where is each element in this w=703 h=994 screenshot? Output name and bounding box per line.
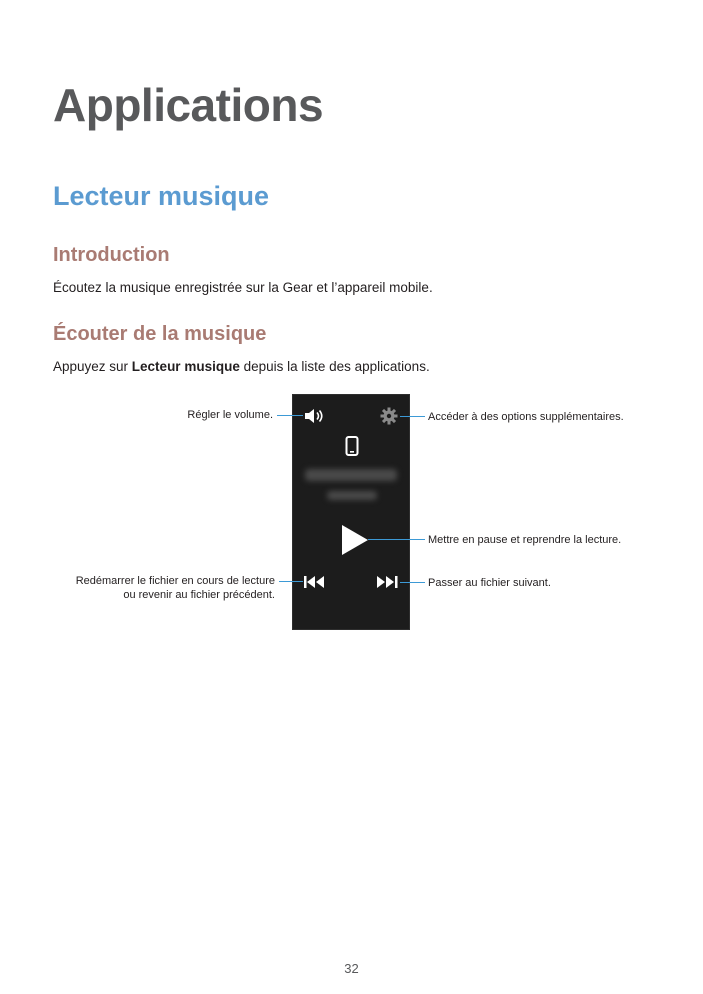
previous-track-icon[interactable] [303, 575, 327, 589]
callout-previous-line1: Redémarrer le fichier en cours de lecture [75, 575, 275, 587]
track-title-blurred [305, 469, 397, 481]
leader-previous [279, 581, 303, 582]
callout-options: Accéder à des options supplémentaires. [428, 411, 624, 423]
page-number: 32 [344, 961, 359, 976]
listen-text-before: Appuyez sur [53, 359, 132, 374]
track-artist-blurred [327, 491, 377, 500]
play-icon[interactable] [341, 524, 369, 556]
listen-app-name: Lecteur musique [131, 359, 240, 374]
section-title: Lecteur musique [53, 181, 270, 211]
leader-play-pause [368, 539, 425, 540]
gear-screen [292, 394, 410, 630]
chapter-title: Applications [53, 79, 324, 131]
next-track-icon[interactable] [375, 575, 399, 589]
leader-volume [277, 415, 303, 416]
introduction-text: Écoutez la musique enregistrée sur la Gear et l’appareil mobile. [53, 280, 433, 295]
leader-next [400, 582, 425, 583]
listen-text-after: depuis la liste des applications. [239, 359, 430, 374]
callout-previous [76, 574, 275, 602]
callout-next: Passer au fichier suivant. [428, 577, 551, 589]
volume-icon[interactable] [303, 407, 325, 425]
introduction-heading: Introduction [53, 244, 170, 266]
callout-play-pause: Mettre en pause et reprendre la lecture. [428, 534, 622, 546]
callout-previous-line2: ou revenir au fichier précédent. [123, 589, 275, 601]
listen-instruction [53, 359, 430, 374]
leader-options [400, 416, 425, 417]
callout-volume: Régler le volume. [187, 409, 273, 421]
phone-icon [345, 436, 359, 456]
listen-heading: Écouter de la musique [53, 323, 267, 345]
gear-icon[interactable] [380, 407, 398, 425]
